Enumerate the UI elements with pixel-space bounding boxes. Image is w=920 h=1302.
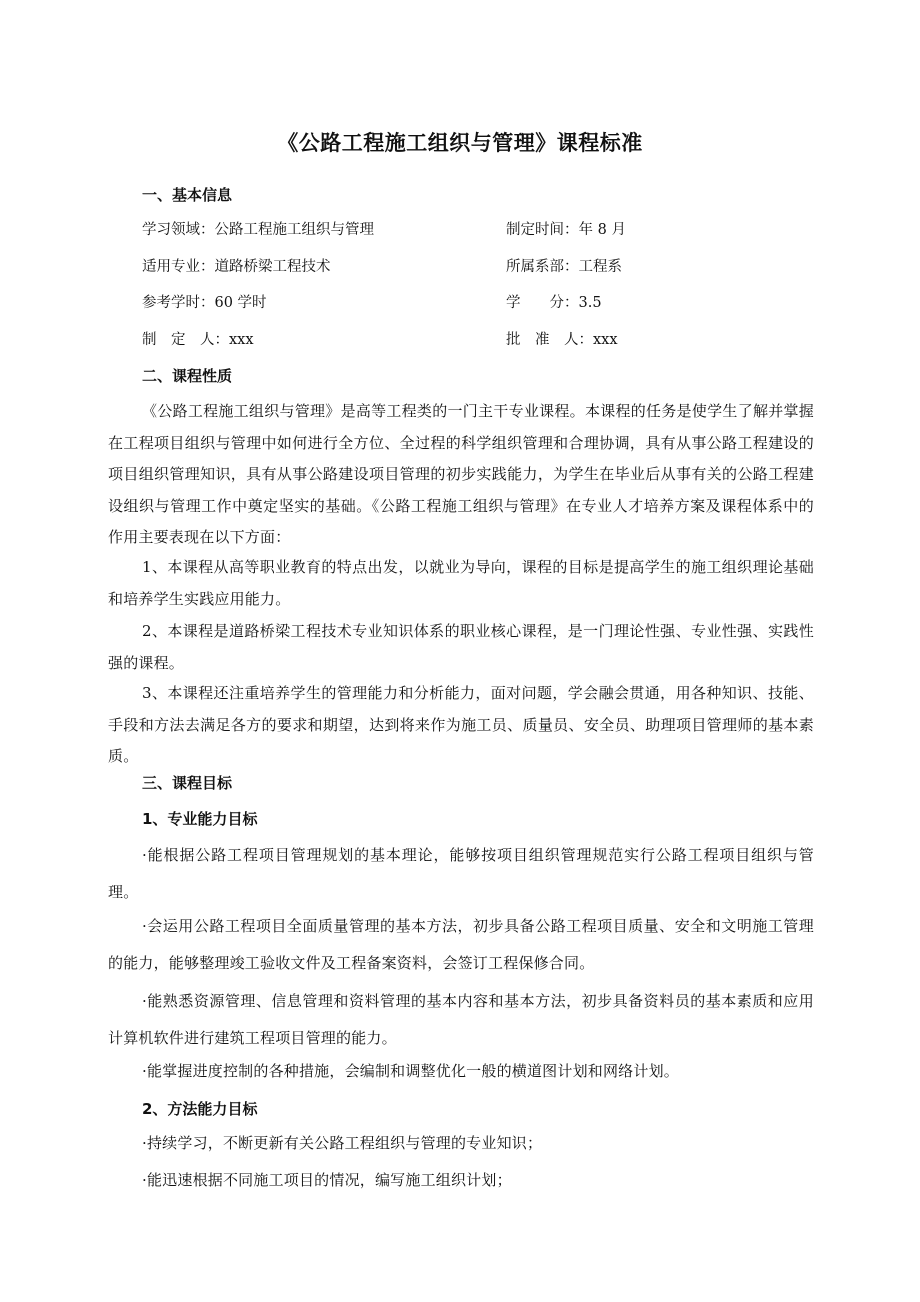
info-credits: 学 分：3.5 — [506, 295, 602, 311]
info-row-hours — [142, 291, 822, 315]
section-course-goals-heading — [108, 771, 814, 795]
section-heading: 二、课程性质 — [142, 367, 233, 385]
info-row-major — [142, 255, 822, 279]
professional-goal-2: ·会运用公路工程项目全面质量管理的基本方法，初步具备公路工程项目质量、安全和文明施工管理的能力，能够整理竣工验收文件及工程备案资料，会签订工程保修合同。 — [108, 917, 814, 972]
info-approver: 批 准 人：xxx — [506, 332, 618, 348]
info-row-field — [142, 218, 822, 242]
method-goal-2: ·能迅速根据不同施工项目的情况，编写施工组织计划； — [142, 1171, 512, 1189]
professional-goal-4: ·能掌握进度控制的各种措施，会编制和调整优化一般的横道图计划和网络计划。 — [142, 1062, 679, 1080]
subsection-professional-heading — [108, 807, 814, 831]
course-nature-point-3: 3、本课程还注重培养学生的管理能力和分析能力，面对问题，学会融会贯通，用各种知识、技能、手段和方法去满足各方的要求和期望，达到将来作为施工员、质量员、安全员、助理项目管理师的基本素质。 — [108, 684, 814, 765]
document-title: 《公路工程施工组织与管理》课程标准 — [277, 131, 643, 155]
info-row-authors — [142, 328, 822, 352]
info-hours: 参考学时：60 学时 — [142, 295, 267, 311]
professional-goal-1: ·能根据公路工程项目管理规划的基本理论，能够按项目组织管理规范实行公路工程项目组织与管理。 — [108, 846, 814, 901]
professional-goal-3: ·能熟悉资源管理、信息管理和资料管理的基本内容和基本方法，初步具备资料员的基本素质和应用计算机软件进行建筑工程项目管理的能力。 — [108, 992, 814, 1047]
info-major: 适用专业：道路桥梁工程技术 — [142, 259, 331, 275]
info-author: 制 定 人：xxx — [142, 332, 254, 348]
section-basic-info-heading — [108, 183, 814, 207]
course-nature-intro: 《公路工程施工组织与管理》是高等工程类的一门主干专业课程。本课程的任务是使学生了解并掌握在工程项目组织与管理中如何进行全方位、全过程的科学组织管理和合理协调，具有从事公路工程建设的项目组织管理知识，具有从事公路建设项目管理的初步实践能力，为学生在毕业后从事有关的公路工程建设组织与管理工作中奠定坚实的基础。《公路工程施工组织与管理》在专业人才培养方案及课程体系中的作用主要表现在以下方面： — [108, 402, 814, 546]
info-learning-field: 学习领域：公路工程施工组织与管理 — [142, 222, 374, 238]
info-date: 制定时间：年 8 月 — [506, 222, 626, 238]
subsection-heading: 1、专业能力目标 — [142, 810, 258, 828]
section-heading: 一、基本信息 — [142, 186, 233, 204]
subsection-heading: 2、方法能力目标 — [142, 1100, 258, 1118]
section-heading: 三、课程目标 — [142, 774, 233, 792]
course-nature-point-2: 2、本课程是道路桥梁工程技术专业知识体系的职业核心课程，是一门理论性强、专业性强、实践性强的课程。 — [108, 622, 814, 672]
course-nature-point-1: 1、本课程从高等职业教育的特点出发，以就业为导向，课程的目标是提高学生的施工组织理论基础和培养学生实践应用能力。 — [108, 558, 814, 608]
info-department: 所属系部：工程系 — [506, 259, 622, 275]
section-course-nature-heading — [108, 364, 814, 388]
method-goal-1: ·持续学习，不断更新有关公路工程组织与管理的专业知识； — [142, 1134, 543, 1152]
subsection-method-heading — [108, 1097, 814, 1121]
